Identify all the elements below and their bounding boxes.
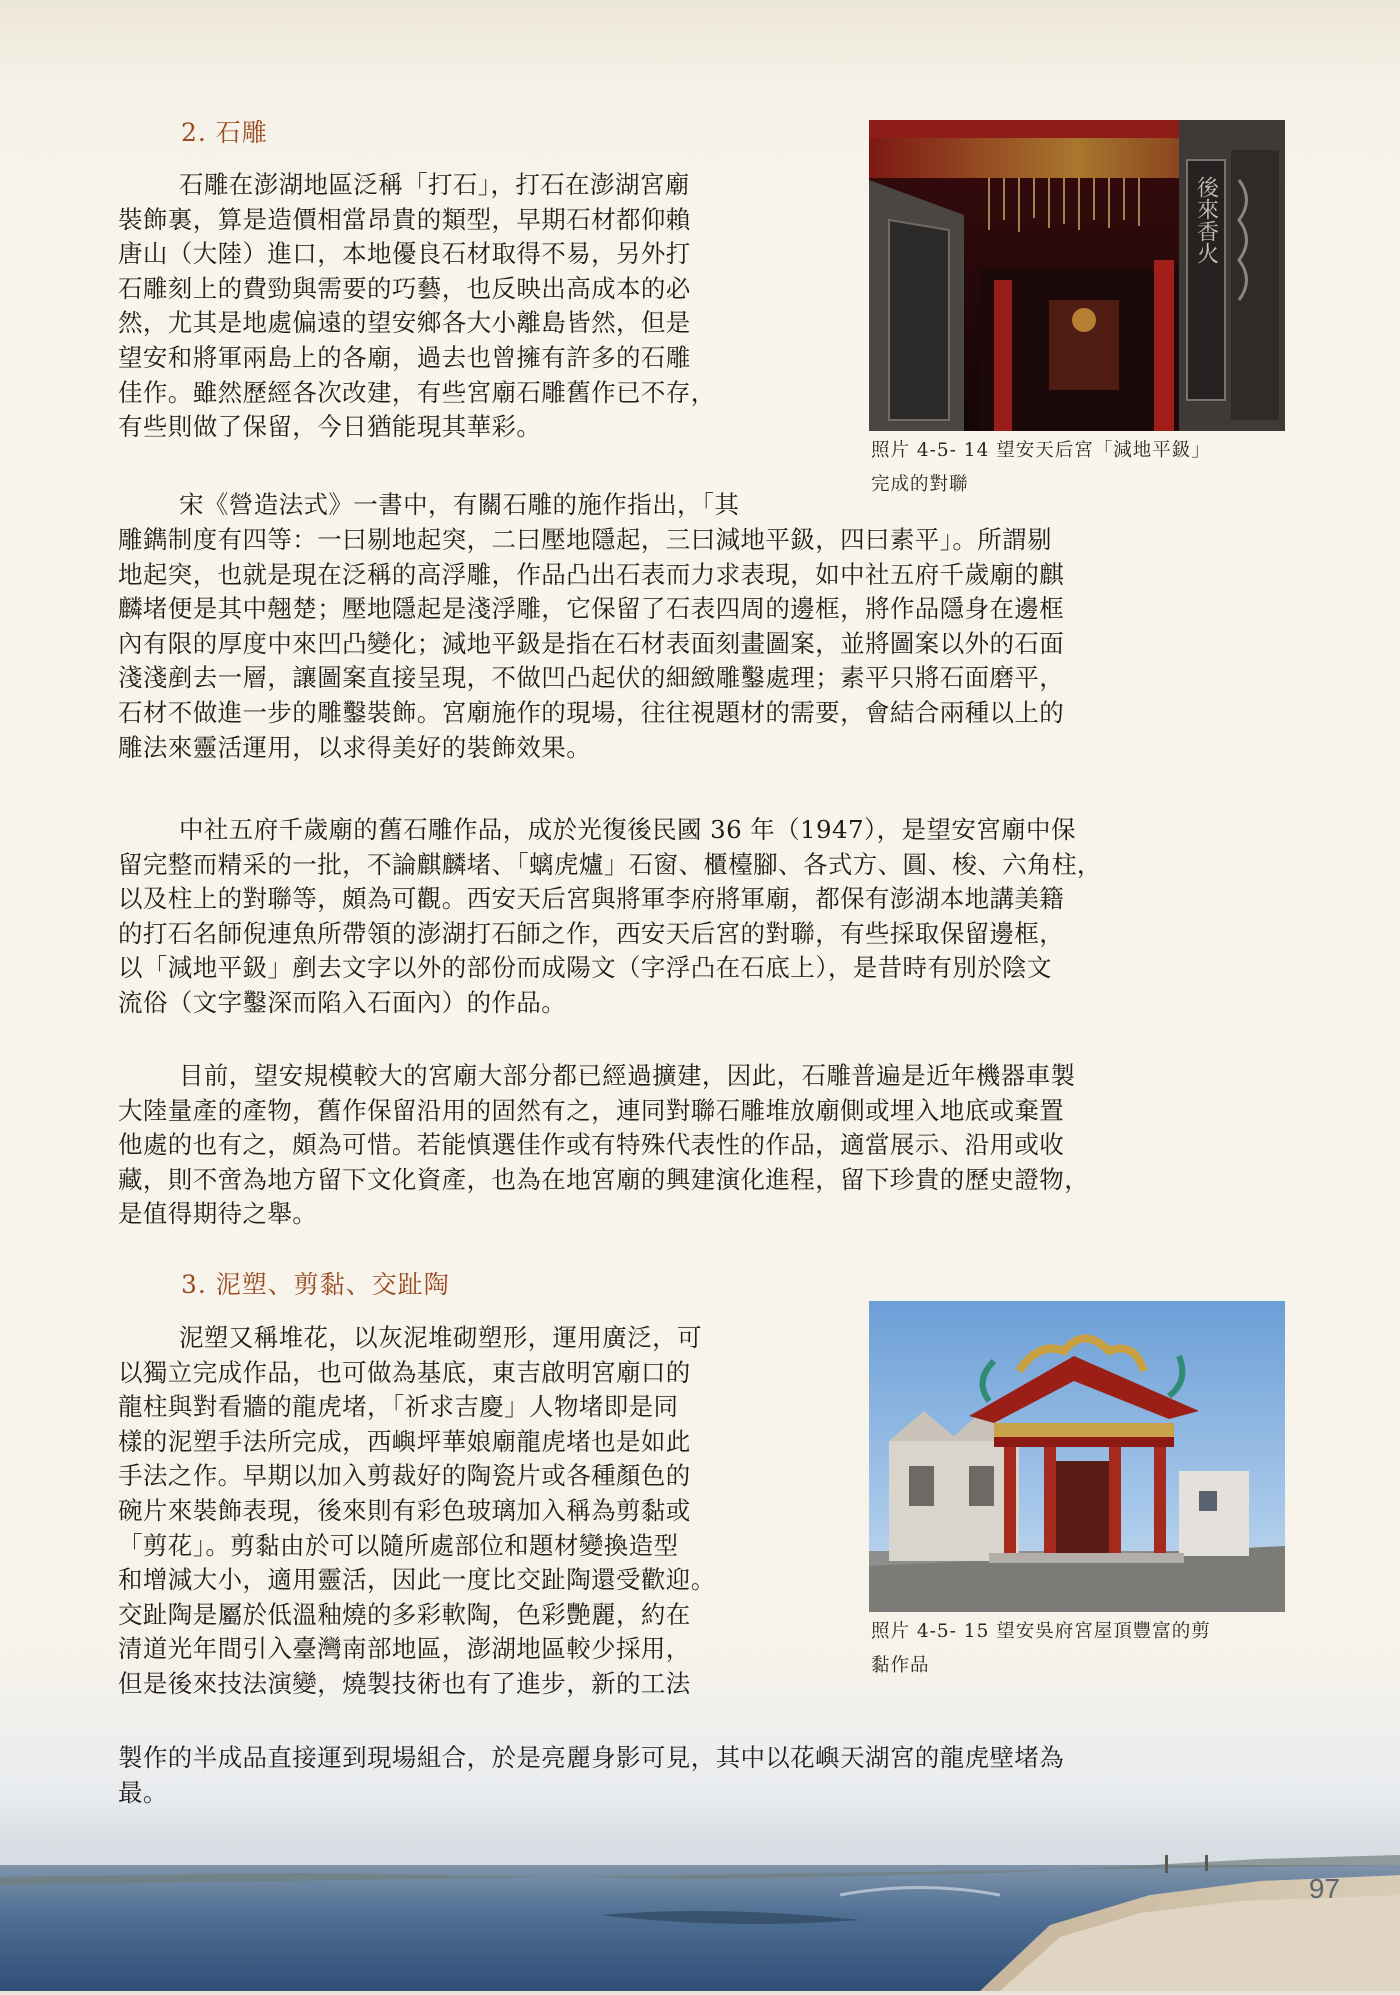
caption-line: 照片 4-5- 14 望安天后宮「減地平鈒」	[871, 440, 1211, 461]
text-line: 藏，則不啻為地方留下文化資產，也為在地宮廟的興建演化進程，留下珍貴的歷史證物，	[118, 1164, 1090, 1194]
text-line: 和增減大小，適用靈活，因此一度比交趾陶還受歡迎。	[118, 1565, 716, 1595]
paragraph-clay-sculpture-end	[118, 1741, 1282, 1810]
text-line: 碗片來裝飾表現，後來則有彩色玻璃加入稱為剪黏或	[118, 1495, 691, 1525]
text-line: 以「減地平鈒」剷去文字以外的部份而成陽文（字浮凸在石底上），是昔時有別於陰文	[118, 953, 1052, 983]
text-line: 裝飾裏，算是造價相當昂貴的類型，早期石材都仰賴	[118, 204, 691, 234]
caption-line: 完成的對聯	[871, 474, 969, 495]
text-line: 石雕刻上的費勁與需要的巧藝，也反映出高成本的必	[118, 273, 691, 303]
paragraph-yingzao-fashi-first	[118, 488, 840, 523]
section-heading-clay-sculpture: 3. 泥塑、剪黏、交趾陶	[181, 1270, 450, 1299]
couplet-text: 後來香火	[1193, 176, 1219, 264]
text-line: 大陸量產的產物，舊作保留沿用的固然有之，連同對聯石雕堆放廟側或埋入地底或棄置	[118, 1095, 1065, 1125]
text-line: 雕法來靈活運用，以求得美好的裝飾效果。	[118, 732, 592, 762]
text-line: 石材不做進一步的雕鑿裝飾。宮廟施作的現場，往往視題材的需要，會結合兩種以上的	[118, 697, 1065, 727]
text-line: 石雕在澎湖地區泛稱「打石」，打石在澎湖宮廟	[179, 170, 690, 199]
photo-caption-15	[871, 1615, 1211, 1683]
text-line: 然，尤其是地處偏遠的望安鄉各大小離島皆然，但是	[118, 308, 691, 338]
text-line: 流俗（文字鑿深而陷入石面內）的作品。	[118, 987, 567, 1017]
paragraph-clay-sculpture	[118, 1321, 840, 1702]
text-line: 清道光年間引入臺灣南部地區，澎湖地區較少採用，	[118, 1634, 691, 1664]
text-line: 留完整而精采的一批，不論麒麟堵、「螭虎爐」石窗、櫃檯腳、各式方、圓、梭、六角柱，	[118, 849, 1102, 879]
text-line: 交趾陶是屬於低溫釉燒的多彩軟陶，色彩艷麗，約在	[118, 1599, 691, 1629]
text-line: 麟堵便是其中翹楚；壓地隱起是淺浮雕，它保留了石表四周的邊框，將作品隱身在邊框	[118, 594, 1065, 624]
text-line: 龍柱與對看牆的龍虎堵，「祈求吉慶」人物堵即是同	[118, 1392, 679, 1422]
text-line: 目前，望安規模較大的宮廟大部分都已經過擴建，因此，石雕普遍是近年機器車製	[179, 1061, 1076, 1090]
text-line: 佳作。雖然歷經各次改建，有些宮廟石雕舊作已不存，	[118, 377, 716, 407]
text-line: 樣的泥塑手法所完成，西嶼坪華娘廟龍虎堵也是如此	[118, 1426, 691, 1456]
paragraph-zhongshe-carvings	[118, 813, 1282, 1021]
text-line: 地起突，也就是現在泛稱的高浮雕，作品凸出石表而力求表現，如中社五府千歲廟的麒	[118, 559, 1065, 589]
section-heading-stone-carving: 2. 石雕	[181, 118, 268, 147]
paragraph-stone-carving-intro	[118, 168, 840, 445]
text-line: 宋《營造法式》一書中，有關石雕的施作指出，「其	[179, 490, 740, 519]
seascape-footer-image	[0, 1855, 1400, 1991]
text-line: 他處的也有之，頗為可惜。若能慎選佳作或有特殊代表性的作品，適當展示、沿用或收	[118, 1130, 1065, 1160]
text-line: 的打石名師倪連魚所帶領的澎湖打石師之作，西安天后宮的對聯，有些採取保留邊框，	[118, 918, 1065, 948]
text-line: 中社五府千歲廟的舊石雕作品，成於光復後民國 36 年（1947），是望安宮廟中保	[179, 815, 1076, 844]
text-line: 以獨立完成作品，也可做為基底，東吉啟明宮廟口的	[118, 1357, 691, 1387]
paragraph-yingzao-fashi	[118, 523, 1282, 765]
text-line: 淺淺剷去一層，讓圖案直接呈現，不做凹凸起伏的細緻雕鑿處理；素平只將石面磨平，	[118, 663, 1065, 693]
text-line: 是值得期待之舉。	[118, 1199, 318, 1229]
text-line: 泥塑又稱堆花，以灰泥堆砌塑形，運用廣泛，可	[179, 1323, 702, 1352]
text-line: 有些則做了保留，今日猶能現其華彩。	[118, 412, 542, 442]
page-number: 97	[1308, 1873, 1340, 1904]
caption-line: 照片 4-5- 15 望安吳府宮屋頂豐富的剪	[871, 1621, 1211, 1642]
text-line: 製作的半成品直接運到現場組合，於是亮麗身影可見，其中以花嶼天湖宮的龍虎壁堵為	[118, 1743, 1065, 1772]
text-line: 內有限的厚度中來凹凸變化；減地平鈒是指在石材表面刻畫圖案，並將圖案以外的石面	[118, 628, 1065, 658]
text-line: 「剪花」。剪黏由於可以隨所處部位和題材變換造型	[118, 1530, 679, 1560]
caption-line: 黏作品	[871, 1655, 930, 1676]
text-line: 手法之作。早期以加入剪裁好的陶瓷片或各種顏色的	[118, 1461, 691, 1491]
text-line: 最。	[118, 1777, 168, 1807]
photo-caption-14	[871, 434, 1211, 502]
temple-couplet-photo	[869, 120, 1285, 431]
text-line: 雕鐫制度有四等：一曰剔地起突，二曰壓地隱起，三曰減地平鈒，四曰素平」。所謂剔	[118, 525, 1052, 554]
paragraph-current-status	[118, 1059, 1282, 1232]
temple-roof-photo	[869, 1301, 1285, 1612]
text-line: 但是後來技法演變，燒製技術也有了進步，新的工法	[118, 1668, 691, 1698]
text-line: 望安和將軍兩島上的各廟，過去也曾擁有許多的石雕	[118, 342, 691, 372]
text-line: 以及柱上的對聯等，頗為可觀。西安天后宮與將軍李府將軍廟，都保有澎湖本地講美籍	[118, 884, 1065, 914]
text-line: 唐山（大陸）進口，本地優良石材取得不易，另外打	[118, 239, 691, 269]
